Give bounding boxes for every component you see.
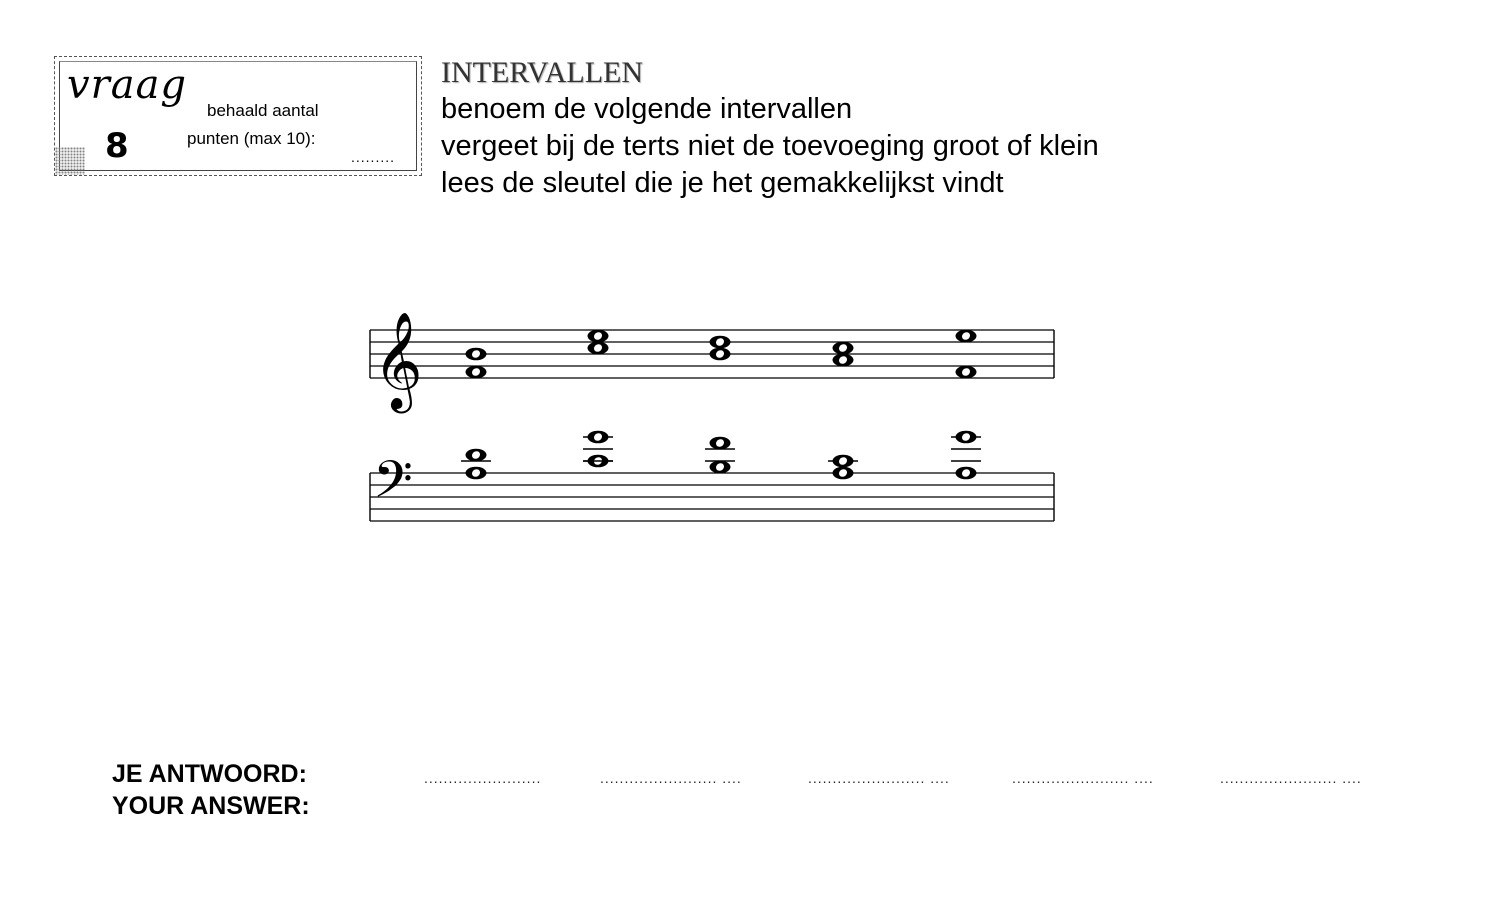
bass-clef-icon: 𝄢 xyxy=(373,449,413,522)
whole-note xyxy=(466,366,487,379)
whole-note xyxy=(710,336,731,349)
treble-clef-icon: 𝄞 xyxy=(373,311,423,409)
instruction-line-3: lees de sleutel die je het gemakkelijkst vindt xyxy=(441,167,1004,199)
whole-note xyxy=(956,467,977,480)
bass-staff xyxy=(370,473,1054,521)
answer-label-en: YOUR ANSWER: xyxy=(112,792,310,820)
answer-label-nl: JE ANTWOORD: xyxy=(112,760,307,788)
whole-note xyxy=(588,330,609,343)
whole-note xyxy=(833,467,854,480)
whole-note xyxy=(588,342,609,355)
answer-blank-5[interactable]: ........................ .... xyxy=(1220,770,1362,786)
whole-note xyxy=(466,348,487,361)
whole-note xyxy=(710,461,731,474)
whole-note xyxy=(588,431,609,444)
points-blank[interactable]: ......... xyxy=(351,149,396,165)
answer-blank-4[interactable]: ........................ .... xyxy=(1012,770,1154,786)
answer-blank-3[interactable]: ........................ .... xyxy=(808,770,950,786)
whole-note xyxy=(833,354,854,367)
points-label-line2: punten (max 10): xyxy=(187,129,316,148)
whole-note xyxy=(710,348,731,361)
whole-note xyxy=(833,342,854,355)
page-title: INTERVALLEN xyxy=(441,56,644,89)
instruction-line-1: benoem de volgende intervallen xyxy=(441,93,853,125)
whole-note xyxy=(466,467,487,480)
whole-note xyxy=(956,431,977,444)
whole-note xyxy=(466,449,487,462)
whole-note xyxy=(710,437,731,450)
whole-note xyxy=(833,455,854,468)
instruction-line-2: vergeet bij de terts niet de toevoeging groot of klein xyxy=(441,130,1099,162)
question-number: 8 xyxy=(105,126,129,166)
whole-note xyxy=(956,366,977,379)
points-label-line1: behaald aantal xyxy=(207,101,319,120)
notes xyxy=(461,330,981,480)
answer-blank-1[interactable]: ........................ xyxy=(424,770,542,786)
whole-note xyxy=(956,330,977,343)
answer-blank-2[interactable]: ........................ .... xyxy=(600,770,742,786)
question-word: vraag xyxy=(67,62,188,108)
